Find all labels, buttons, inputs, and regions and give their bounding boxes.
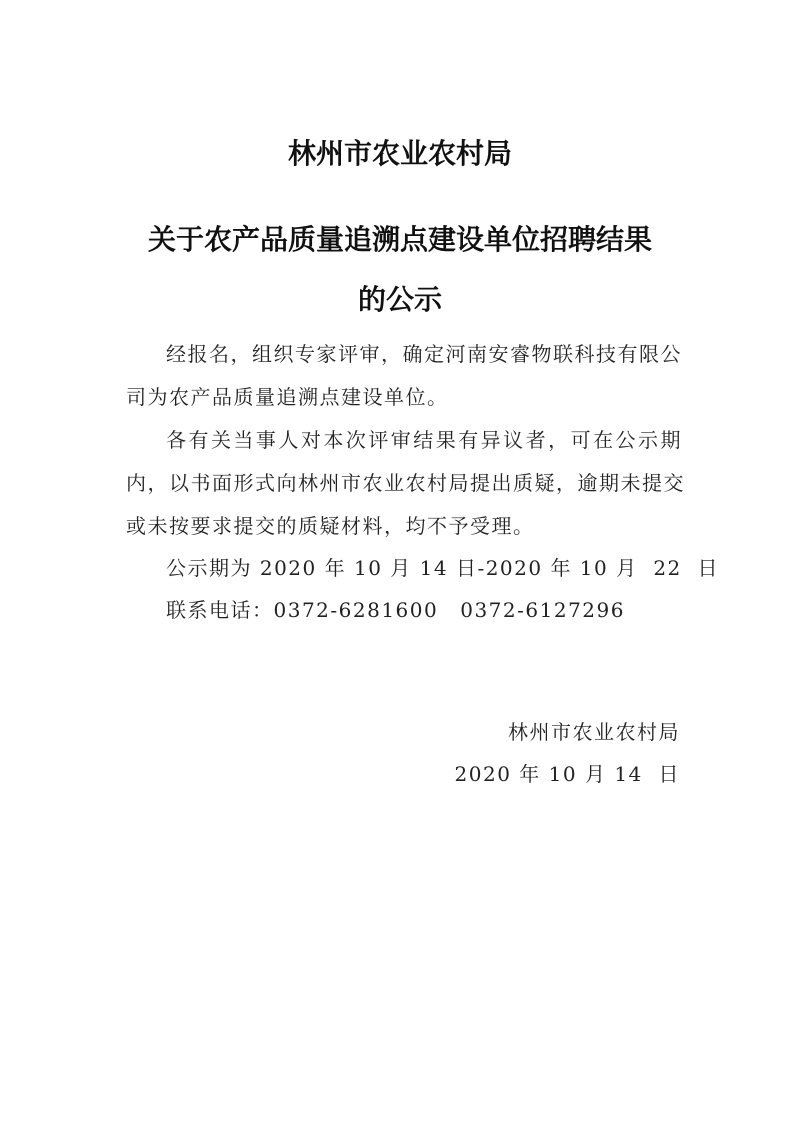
document-title-line3: 的公示 — [357, 283, 442, 316]
paragraph1-line2: 司为农产品质量追溯点建设单位。 — [126, 385, 449, 409]
document-title-line1: 林州市农业农村局 — [287, 137, 512, 170]
paragraph2-line3: 或未按要求提交的质疑材料，均不予受理。 — [126, 514, 535, 538]
paragraph2-line2: 内，以书面形式向林州市农业农村局提出质疑，逾期未提交 — [126, 471, 685, 495]
contact-label: 联系电话： — [166, 598, 274, 622]
contact-line — [166, 596, 726, 624]
signature-org: 林州市农业农村局 — [508, 720, 680, 744]
signature-date: 2020 年 10 月 14 日 — [454, 762, 680, 786]
paragraph2-line1: 各有关当事人对本次评审结果有异议者，可在公示期 — [166, 428, 682, 452]
notice-period: 公示期为 2020 年 10 月 14 日-2020 年 10 月 22 日 — [166, 556, 719, 580]
document-title-line2: 关于农产品质量追溯点建设单位招聘结果 — [147, 223, 652, 256]
contact-phone1: 0372-6281600 — [273, 598, 439, 622]
contact-phone2: 0372-6127296 — [460, 598, 625, 622]
paragraph1-line1: 经报名，组织专家评审，确定河南安睿物联科技有限公 — [166, 342, 682, 366]
